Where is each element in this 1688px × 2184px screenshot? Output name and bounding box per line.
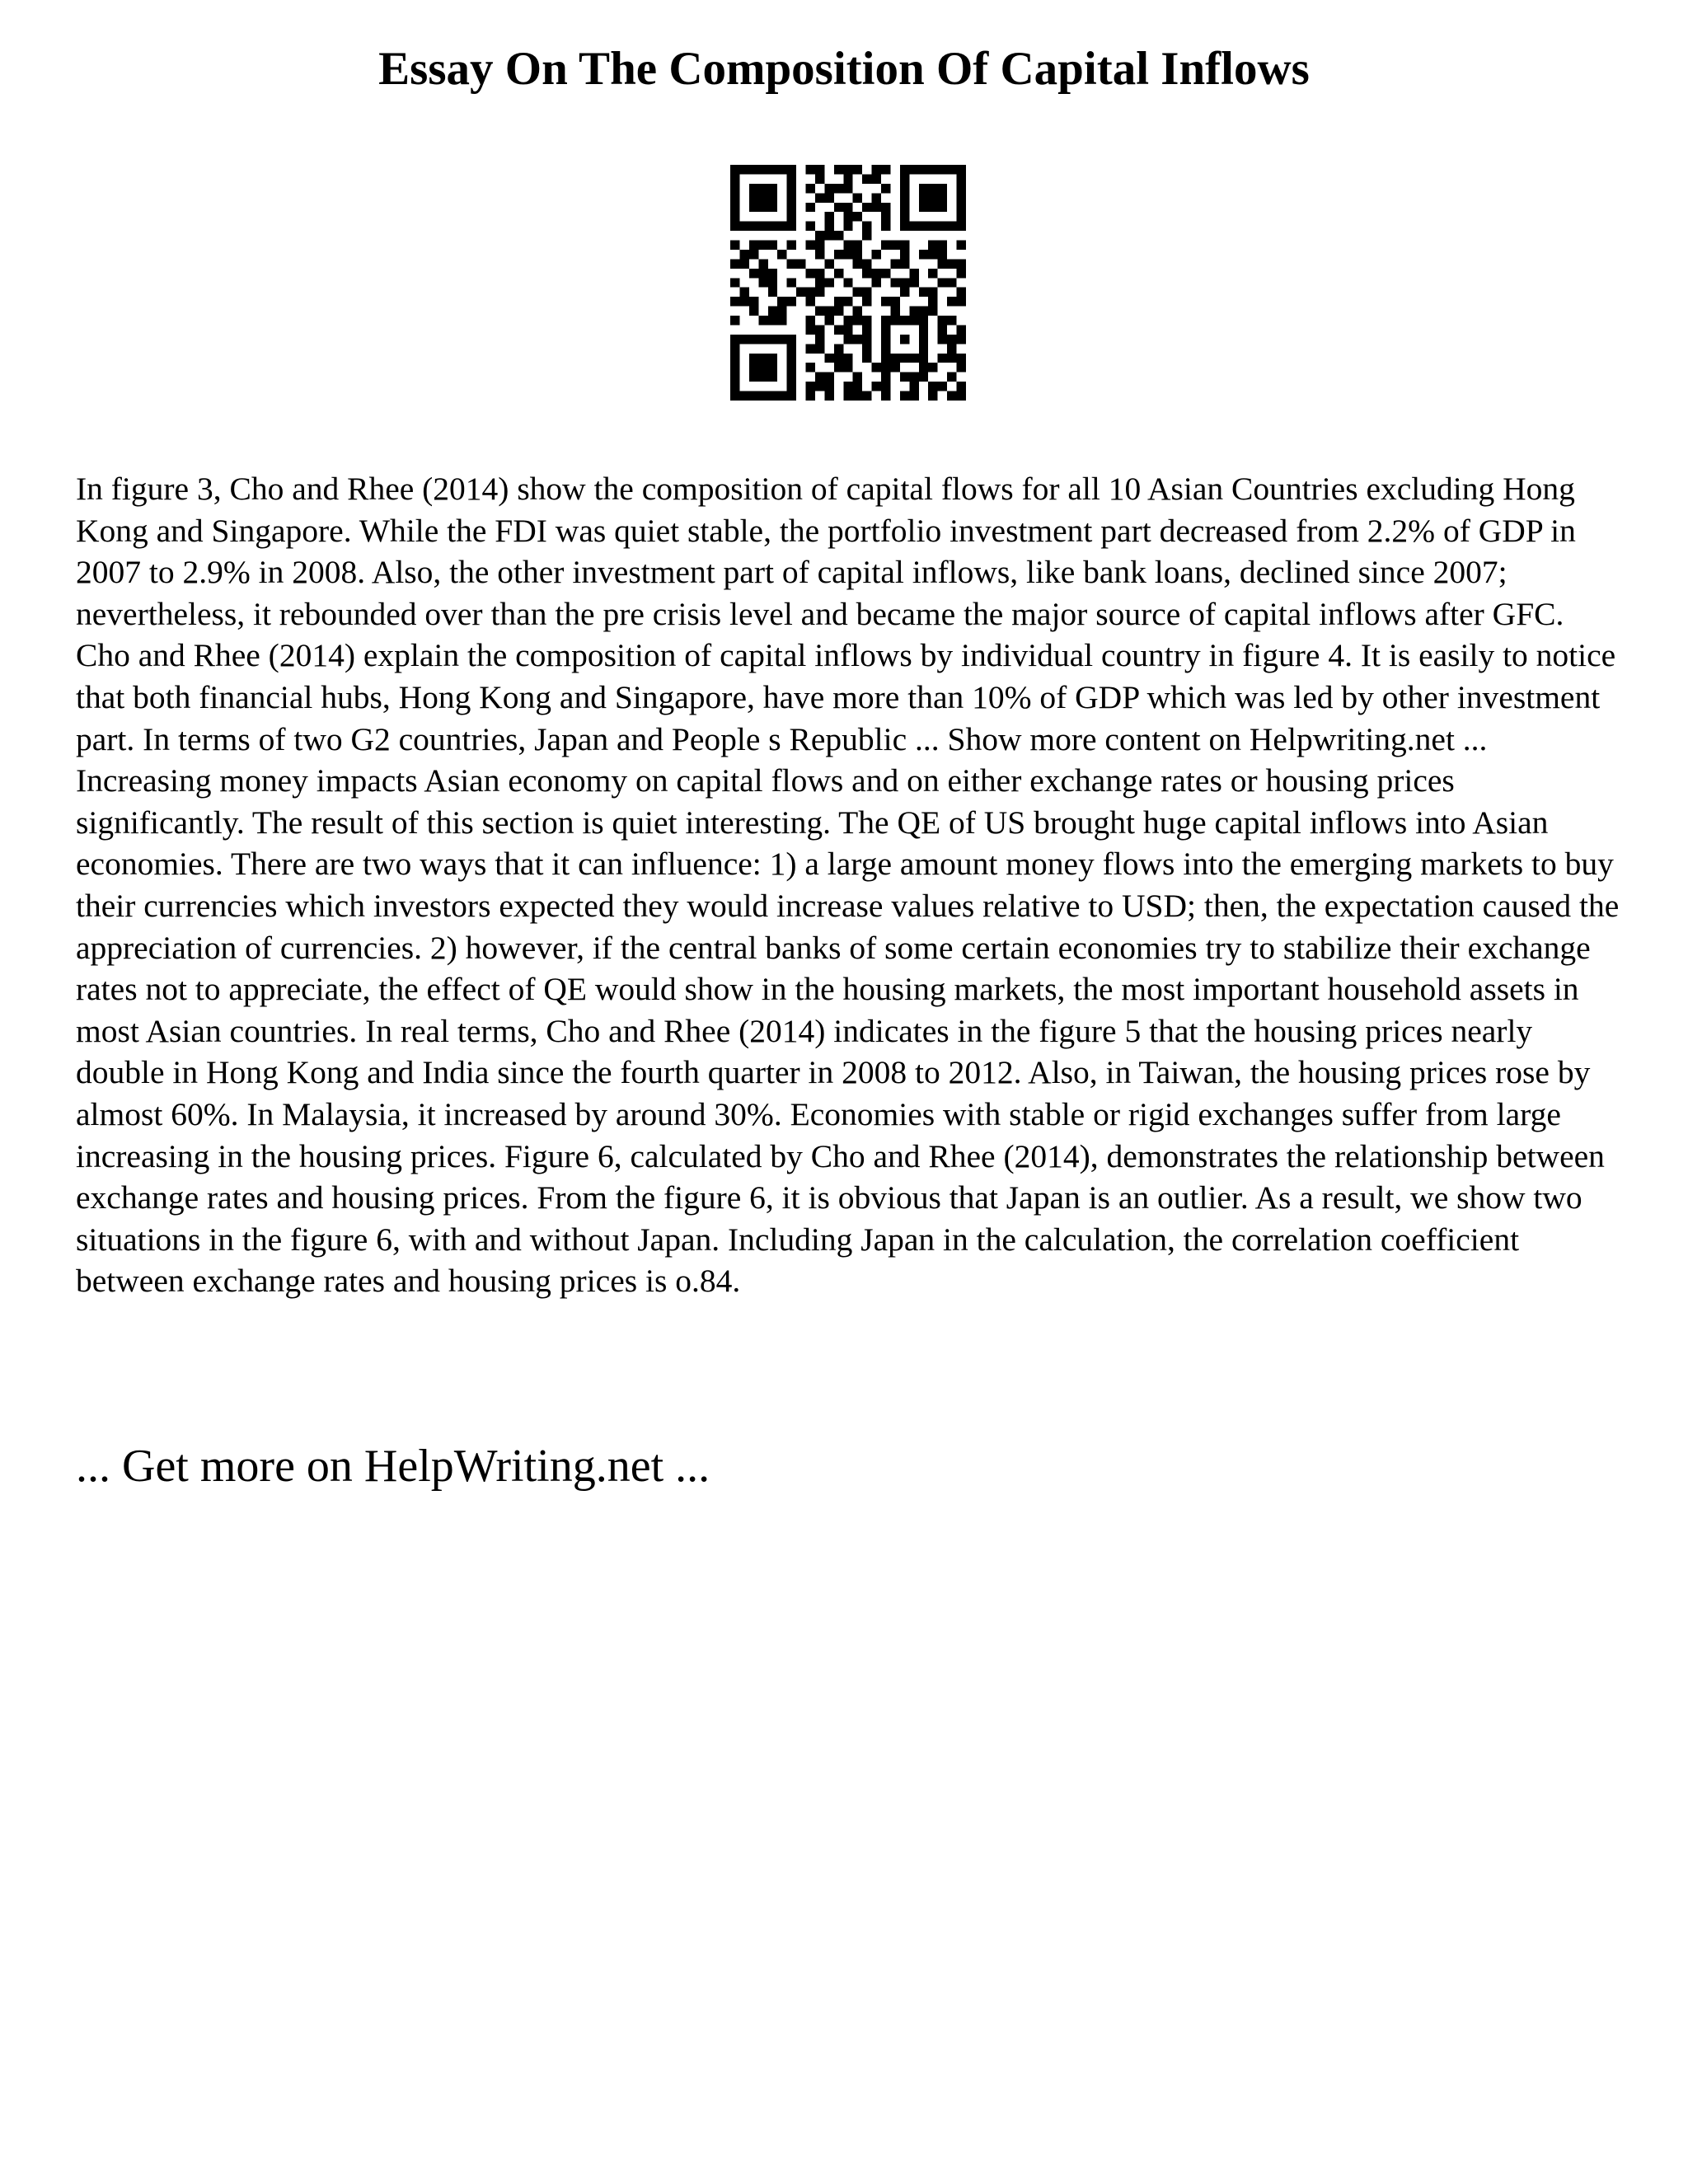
get-more-link[interactable]: ... Get more on HelpWriting.net ... (76, 1441, 710, 1492)
essay-body (76, 468, 1625, 1302)
qr-code-icon[interactable] (730, 165, 966, 401)
essay-paragraph: Increasing money impacts Asian economy on capital flows and on either exchange rates or housing prices significantly. The result of this section is quiet interesting. The QE of US brought huge capital inflows into Asian economies. There are two ways that it can influence: 1) a large amount money flows into the emerging markets to buy their currencies which investors expected they would increase values relative to USD; then, the expectation caused the appreciation of currencies. 2) however, if the central banks of some certain economies try to stabilize their exchange rates not to appreciate, the effect of QE would show in the housing markets, the most important household assets in most Asian countries. In real terms, Cho and Rhee (2014) indicates in the figure 5 that the housing prices nearly double in Hong Kong and India since the fourth quarter in 2008 to 2012. Also, in Taiwan, the housing prices rose by almost 60%. In Malaysia, it increased by around 30%. Economies with stable or rigid exchanges suffer from large increasing in the housing prices. Figure 6, calculated by Cho and Rhee (2014), demonstrates the relationship between exchange rates and housing prices. From the figure 6, it is obvious that Japan is an outlier. As a result, we show two situations in the figure 6, with and without Japan. Including Japan in the calculation, the correlation coefficient between exchange rates and housing prices is o.84. (76, 762, 1620, 1300)
document-title: Essay On The Composition Of Capital Inflows (378, 43, 1310, 95)
essay-paragraph: In figure 3, Cho and Rhee (2014) show the composition of capital flows for all 10 Asian Countries excluding Hong Kong and Singapore. While the FDI was quiet stable, the portfolio investment part decreased from 2.2% of GDP in 2007 to 2.9% in 2008. Also, the other investment part of capital inflows, like bank loans, declined since 2007; nevertheless, it rebounded over than the pre crisis level and became the major source of capital inflows after GFC. Cho and Rhee (2014) explain the composition of capital inflows by individual country in figure 4. It is easily to notice that both financial hubs, Hong Kong and Singapore, have more than 10% of GDP which was led by other investment part. In terms of two G2 countries, Japan and People s Republic ... Show more content on Helpwriting.net ... (76, 471, 1616, 757)
